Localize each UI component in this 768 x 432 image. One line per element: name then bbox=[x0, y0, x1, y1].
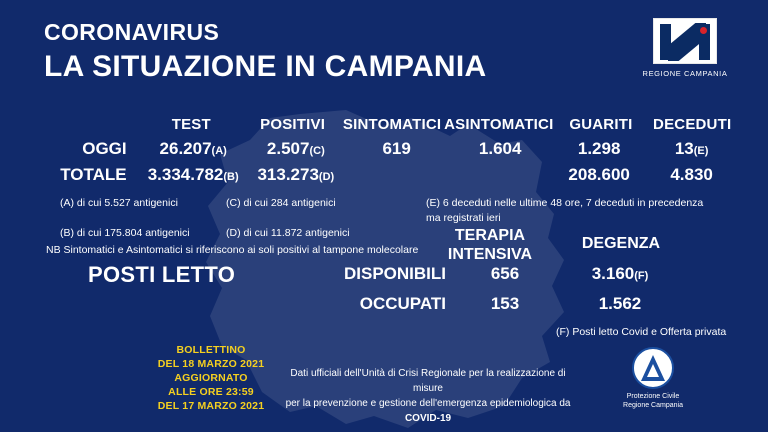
cell-disponibili-degenza-value: 3.160 bbox=[591, 264, 635, 283]
cell-oggi-positivi-note: (C) bbox=[309, 145, 325, 157]
protezione-civile-caption-1: Protezione Civile bbox=[626, 393, 680, 400]
cell-occupati-terapia-intensiva: 153 bbox=[490, 294, 520, 313]
cell-occupati-degenza: 1.562 bbox=[598, 294, 642, 313]
footnote-e: (E) 6 deceduti nelle ultime 48 ore, 7 deceduti in precedenza ma registrati ieri bbox=[426, 197, 704, 224]
bed-row-label-disponibili: DISPONIBILI bbox=[343, 264, 446, 283]
row-label-oggi: OGGI bbox=[82, 139, 127, 158]
cell-disponibili-terapia-intensiva: 656 bbox=[490, 264, 520, 283]
cell-totale-positivi-note: (D) bbox=[318, 171, 335, 183]
cell-oggi-deceduti bbox=[647, 139, 736, 159]
credit-line-1: Dati ufficiali dell'Unità di Crisi Regionale per la realizzazione di misure bbox=[290, 368, 566, 394]
regione-campania-logo bbox=[630, 18, 740, 78]
cell-totale-test bbox=[139, 165, 248, 185]
cell-disponibili-degenza-note: (F) bbox=[634, 270, 649, 282]
footnote-nb: NB Sintomatici e Asintomatici si riferiscono ai soli positivi al tampone molecolare bbox=[46, 244, 419, 256]
credit-covid-label: COVID-19 bbox=[404, 413, 452, 424]
bulletin-line-5: DEL 17 MARZO 2021 bbox=[157, 400, 265, 412]
regione-campania-mark-icon bbox=[653, 18, 717, 64]
page-header bbox=[44, 18, 487, 86]
bulletin-line-2: DEL 18 MARZO 2021 bbox=[157, 358, 265, 370]
bulletin-line-4: ALLE ORE 23:59 bbox=[168, 386, 254, 398]
credit-line-2-text: per la prevenzione e gestione dell'emergenza epidemiologica da bbox=[285, 398, 571, 409]
cell-oggi-test-note: (A) bbox=[211, 145, 227, 157]
protezione-civile-caption-2: Regione Campania bbox=[623, 402, 683, 409]
table-row bbox=[300, 264, 700, 284]
cell-totale-test-value: 3.334.782 bbox=[147, 165, 224, 184]
protezione-civile-icon bbox=[632, 347, 674, 389]
row-label-totale: TOTALE bbox=[60, 165, 127, 184]
cell-oggi-test-value: 26.207 bbox=[159, 139, 212, 158]
credit-line-2 bbox=[278, 396, 578, 426]
cell-oggi-positivi-value: 2.507 bbox=[266, 139, 310, 158]
cell-oggi-test bbox=[139, 139, 248, 159]
cell-totale-positivi bbox=[248, 165, 344, 185]
bed-row-label-occupati: OCCUPATI bbox=[359, 294, 446, 313]
regione-campania-caption: REGIONE CAMPANIA bbox=[642, 69, 728, 78]
stats-table-header-row bbox=[36, 116, 736, 133]
cell-totale-test-note: (B) bbox=[223, 171, 239, 183]
cell-oggi-asintomatici: 1.604 bbox=[478, 139, 522, 158]
cell-oggi-guariti: 1.298 bbox=[577, 139, 621, 158]
posti-letto-label: POSTI LETTO bbox=[88, 262, 236, 287]
column-header-deceduti: DECEDUTI bbox=[653, 116, 732, 133]
cell-oggi-sintomatici: 619 bbox=[382, 139, 411, 158]
credit-block bbox=[278, 366, 578, 426]
kicker-text: CORONAVIRUS bbox=[44, 19, 220, 45]
column-header-positivi: POSITIVI bbox=[260, 116, 326, 133]
cell-oggi-positivi bbox=[248, 139, 344, 159]
cell-oggi-deceduti-note: (E) bbox=[693, 145, 709, 157]
cell-totale-guariti: 208.600 bbox=[568, 165, 630, 184]
footnote-row-1 bbox=[36, 196, 716, 226]
column-header-guariti: GUARITI bbox=[569, 116, 633, 133]
cell-totale-deceduti: 4.830 bbox=[670, 165, 713, 184]
bulletin-date-block bbox=[150, 343, 272, 413]
terapia-intensiva-header: TERAPIA INTENSIVA bbox=[447, 227, 533, 263]
degenza-header: DEGENZA bbox=[581, 235, 661, 252]
bulletin-line-1: BOLLETTINO bbox=[176, 344, 246, 356]
page-title: LA SITUAZIONE IN CAMPANIA bbox=[44, 50, 487, 83]
footnote-d: (D) di cui 11.872 antigenici bbox=[226, 227, 350, 239]
footnote-b: (B) di cui 175.804 antigenici bbox=[60, 227, 190, 239]
footnote-c: (C) di cui 284 antigenici bbox=[226, 197, 336, 209]
footnote-f: (F) Posti letto Covid e Offerta privata bbox=[556, 326, 727, 338]
column-header-sintomatici: SINTOMATICI bbox=[342, 116, 442, 133]
cell-totale-positivi-value: 313.273 bbox=[257, 165, 319, 184]
protezione-civile-logo bbox=[598, 347, 708, 410]
cell-oggi-deceduti-value: 13 bbox=[674, 139, 694, 158]
cell-disponibili-degenza bbox=[550, 264, 690, 284]
table-row bbox=[36, 165, 736, 185]
footnote-a: (A) di cui 5.527 antigenici bbox=[60, 197, 178, 209]
stats-table bbox=[36, 116, 736, 185]
table-row bbox=[300, 294, 700, 314]
table-row bbox=[36, 139, 736, 159]
column-header-test: TEST bbox=[171, 116, 211, 133]
bulletin-line-3: AGGIORNATO bbox=[174, 372, 248, 384]
column-header-asintomatici: ASINTOMATICI bbox=[444, 116, 554, 133]
